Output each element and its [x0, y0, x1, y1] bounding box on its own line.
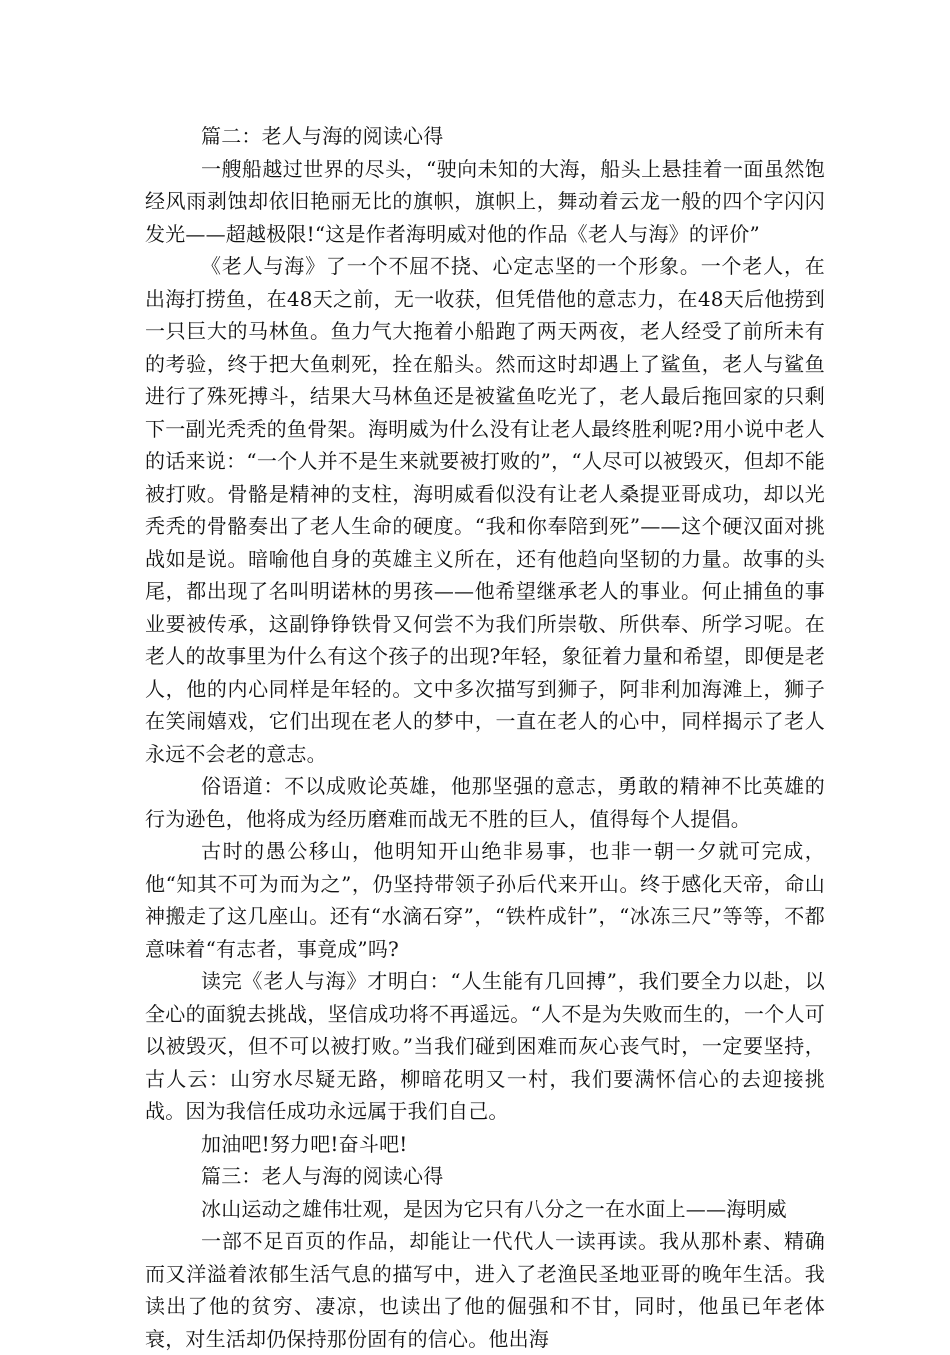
- paragraph: 冰山运动之雄伟壮观，是因为它只有八分之一在水面上——海明威: [201, 1196, 787, 1221]
- paragraph: 《老人与海》了一个不屈不挠、心定志坚的一个形象。一个老人，在出海打捞鱼，在48天之前，无一收获，但凭借他的意志力，在48天后他捞到一只巨大的马林鱼。鱼力气大拖着小船跑了两天两夜，老人经受了前所未有的考验，终于把大鱼刺死，拴在船头。然而这时却遇上了鲨鱼，老人与鲨鱼进行了殊死搏斗，结果大马林鱼还是被鲨鱼吃光了，老人最后拖回家的只剩下一副光秃秃的鱼骨架。海明威为什么没有让老人最终胜利呢?用小说中老人的话来说：“一个人并不是生来就要被打败的”，“人尽可以被毁灭，但却不能被打败。骨骼是精神的支柱，海明威看似没有让老人桑提亚哥成功，却以光秃秃的骨骼奏出了老人生命的硬度。“我和你奉陪到死”——这个硬汉面对挑战如是说。暗喻他自身的英雄主义所在，还有他趋向坚韧的力量。故事的头尾，都出现了名叫明诺林的男孩——他希望继承老人的事业。何止捕鱼的事业要被传承，这副铮铮铁骨又何尝不为我们所崇敬、所供奉、所学习呢。在老人的故事里为什么有这个孩子的出现?年轻，象征着力量和希望，即便是老人，他的内心同样是年轻的。文中多次描写到狮子，阿非利加海滩上，狮子在笑闹嬉戏，它们出现在老人的梦中，一直在老人的心中，同样揭示了老人永远不会老的意志。: [145, 254, 825, 766]
- paragraph: 俗语道：不以成败论英雄，他那坚强的意志，勇敢的精神不比英雄的行为逊色，他将成为经历磨难而战无不胜的巨人，值得每个人提倡。: [145, 774, 825, 831]
- paragraph: 加油吧!努力吧!奋斗吧!: [201, 1131, 408, 1156]
- section-title-3: 篇三：老人与海的阅读心得: [201, 1164, 444, 1188]
- section-title-2: 篇二：老人与海的阅读心得: [201, 124, 444, 148]
- document-body: [145, 120, 825, 1355]
- paragraph: 一艘船越过世界的尽头，“驶向未知的大海，船头上悬挂着一面虽然饱经风雨剥蚀却依旧艳丽无比的旗帜，旗帜上，舞动着云龙一般的四个字闪闪发光——超越极限!“这是作者海明威对他的作品《老人与海》的评价”: [145, 156, 825, 246]
- paragraph: 古时的愚公移山，他明知开山绝非易事，也非一朝一夕就可完成，他“知其不可为而为之”，仍坚持带领子孙后代来开山。终于感化天帝，命山神搬走了这几座山。还有“水滴石穿”，“铁杵成针”，“冰冻三尺”等等，不都意味着“有志者，事竟成”吗?: [145, 839, 825, 961]
- paragraph: 一部不足百页的作品，却能让一代代人一读再读。我从那朴素、精确而又洋溢着浓郁生活气息的描写中，进入了老渔民圣地亚哥的晚年生活。我读出了他的贫穷、凄凉，也读出了他的倔强和不甘，同时，他虽已年老体衰，对生活却仍保持那份固有的信心。他出海: [145, 1229, 825, 1351]
- paragraph: 读完《老人与海》才明白：“人生能有几回搏”，我们要全力以赴，以全心的面貌去挑战，坚信成功将不再遥远。“人不是为失败而生的，一个人可以被毁灭，但不可以被打败。”当我们碰到困难而灰心丧气时，一定要坚持，古人云：山穷水尽疑无路，柳暗花明又一村，我们要满怀信心的去迎接挑战。因为我信任成功永远属于我们自己。: [145, 969, 825, 1123]
